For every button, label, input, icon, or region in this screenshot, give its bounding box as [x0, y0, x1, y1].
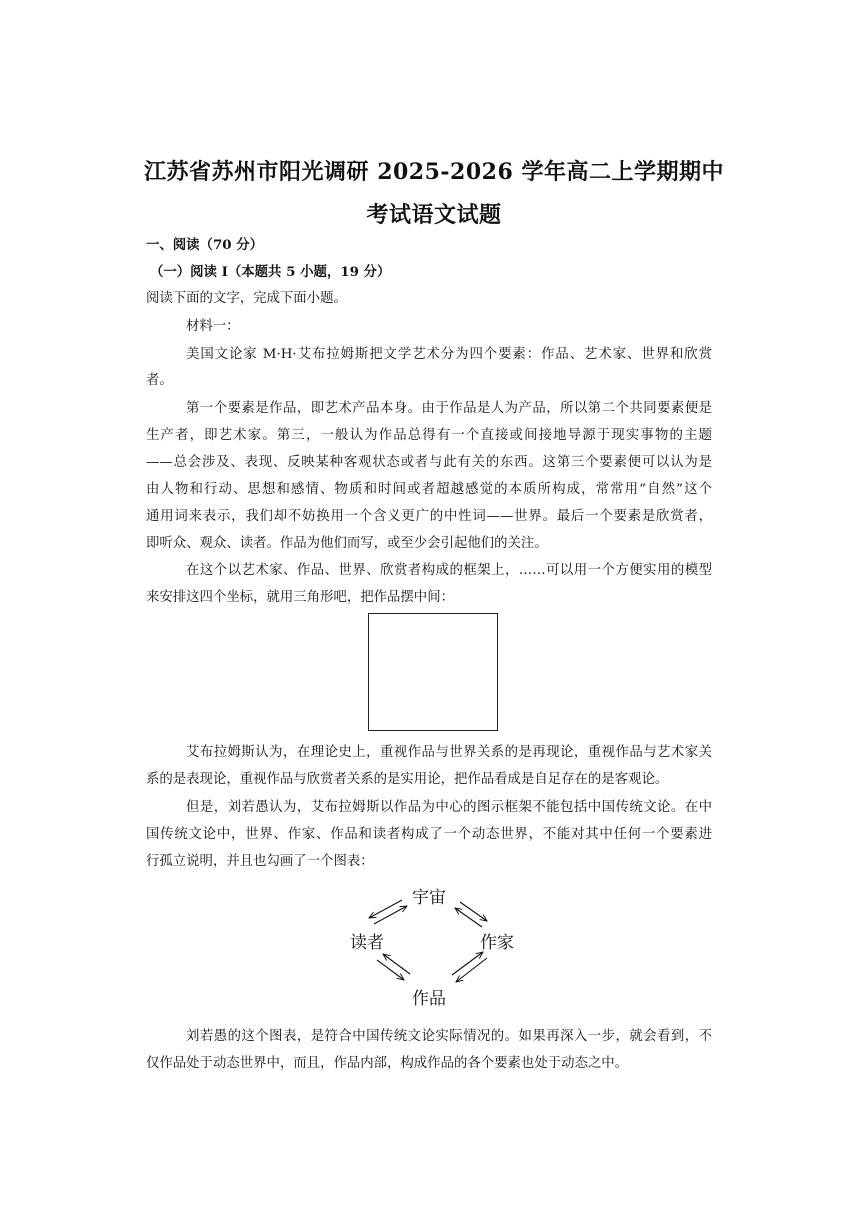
arrow-reader-to-universe [374, 906, 407, 924]
paragraph-6-line: 仅作品处于动态世界中，而且，作品内部，构成作品的各个要素也处于动态之中。 [146, 1056, 629, 1071]
paragraph-5-line: 国传统文论中，世界、作家、作品和读者构成了一个动态世界，不能对其中任何一个要素进 [146, 827, 712, 842]
paragraph-2-line: ——总会涉及、表现、反映某种客观状态或者与此有关的东西。这第三个要素便可以认为是 [146, 455, 712, 470]
material-label: 材料一： [186, 319, 240, 334]
liu-ruoyu-diagram [340, 880, 530, 1010]
diagram-node-writer: 作家 [480, 933, 514, 953]
paragraph-2-line: 生产者，即艺术家。第三，一般认为作品总得有一个直接或间接地导源于现实事物的主题 [146, 428, 712, 443]
document-title-line-2: 考试语文试题 [366, 202, 502, 228]
diagram-node-reader: 读者 [350, 933, 384, 953]
paragraph-2-line: 第一个要素是作品，即艺术产品本身。由于作品是人为产品，所以第二个共同要素便是 [186, 401, 712, 416]
paragraph-1-line: 美国文论家 M·H·艾布拉姆斯把文学艺术分为四个要素：作品、艺术家、世界和欣赏 [186, 347, 712, 362]
paragraph-5-line: 行孤立说明，并且也勾画了一个图表： [146, 854, 374, 869]
figure-placeholder-box [368, 613, 498, 731]
arrow-universe-to-writer [460, 902, 487, 921]
subsection-heading: （一）阅读 I（本题共 5 小题，19 分） [150, 264, 391, 280]
paragraph-4-line: 艾布拉姆斯认为，在理论史上，重视作品与世界关系的是再现论，重视作品与艺术家关 [186, 745, 712, 760]
document-title-line-1: 江苏省苏州市阳光调研 2025-2026 学年高二上学期期中 [144, 159, 724, 185]
paragraph-3-line: 来安排这四个坐标，就用三角形吧，把作品摆中间： [146, 590, 454, 605]
arrow-universe-to-reader [369, 900, 402, 918]
paragraph-5-line: 但是，刘若愚认为，艾布拉姆斯以作品为中心的图示框架不能包括中国传统文论。在中 [186, 800, 712, 815]
paragraph-2-line: 即听众、观众、读者。作品为他们而写，或至少会引起他们的关注。 [146, 536, 548, 551]
arrow-reader-to-work [377, 960, 404, 980]
paragraph-2-line: 通用词来表示，我们却不妨换用一个含义更广的中性词——世界。最后一个要素是欣赏者， [146, 509, 712, 524]
section-heading: 一、阅读（70 分） [146, 237, 264, 253]
arrow-writer-to-work [456, 958, 487, 982]
instruction-text: 阅读下面的文字，完成下面小题。 [146, 291, 347, 306]
diagram-node-work: 作品 [412, 989, 446, 1009]
arrow-work-to-reader [383, 954, 410, 974]
arrow-writer-to-universe [455, 908, 482, 927]
diagram-node-universe: 宇宙 [412, 888, 446, 908]
paragraph-4-line: 系的是表现论，重视作品与欣赏者关系的是实用论，把作品看成是自足存在的是客观论。 [146, 772, 669, 787]
paragraph-3-line: 在这个以艺术家、作品、世界、欣赏者构成的框架上，……可以用一个方便实用的模型 [186, 563, 712, 578]
paragraph-6-line: 刘若愚的这个图表，是符合中国传统文论实际情况的。如果再深入一步，就会看到，不 [186, 1029, 712, 1044]
paragraph-2-line: 由人物和行动、思想和感情、物质和时间或者超越感觉的本质所构成，常常用“自然”这个 [146, 482, 712, 497]
paragraph-1-line: 者。 [146, 373, 173, 388]
arrow-work-to-writer [452, 952, 483, 975]
